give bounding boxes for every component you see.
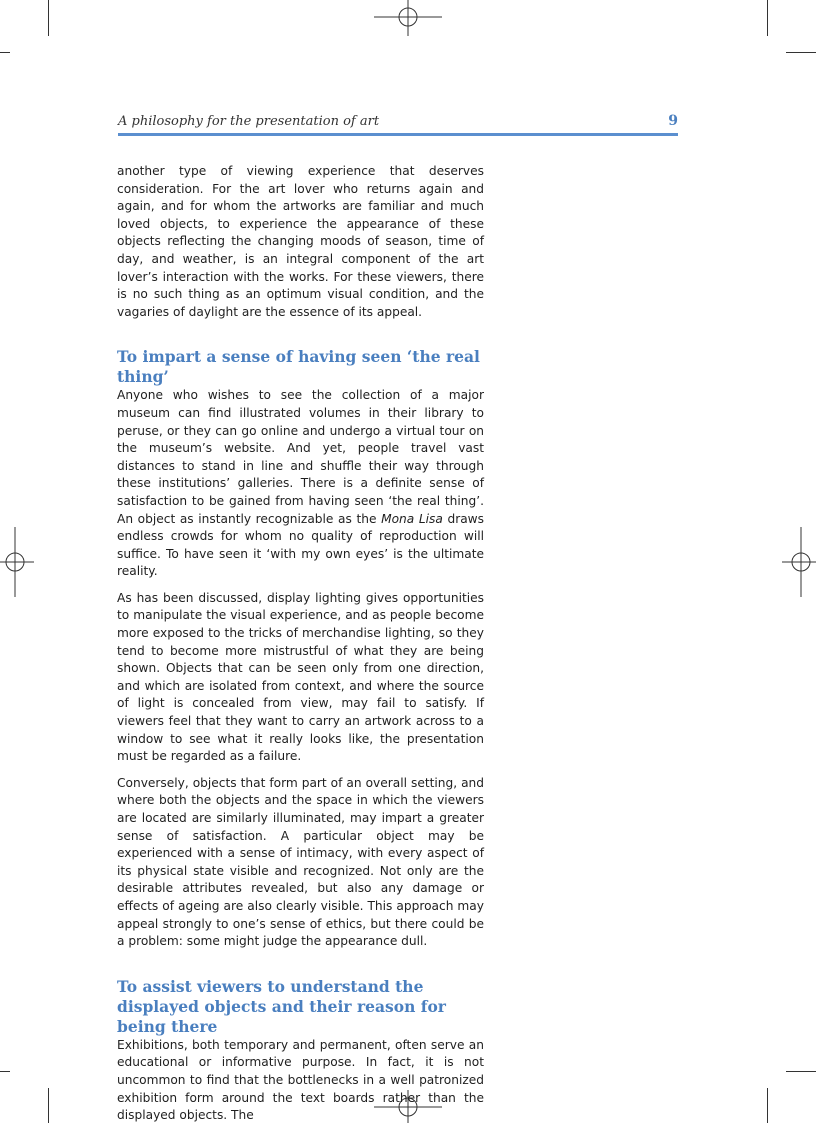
- crop-mark-bottom-right-horizontal: [786, 1071, 816, 1072]
- crop-mark-top-left-vertical: [48, 0, 49, 36]
- crop-mark-bottom-right-vertical: [767, 1088, 768, 1123]
- crop-mark-top-right-vertical: [767, 0, 768, 36]
- crop-mark-top-right-horizontal: [786, 52, 816, 53]
- registration-mark-top-icon: [374, 0, 442, 36]
- body-text: [117, 163, 484, 1125]
- crop-mark-bottom-left-horizontal: [0, 1071, 10, 1072]
- crop-mark-top-left-horizontal: [0, 52, 10, 53]
- section-heading-assist-viewers: To assist viewers to understand the displayed objects and their reason for being there: [117, 976, 446, 1036]
- paragraph-3: As has been discussed, display lighting gives opportunities to manipulate the visual experience, and as people become more exposed to the tricks of merchandise lighting, so they tend to become more mistrustful of what they are being shown. Objects that can be seen only from one direction, and which are isolated from context, and where the source of light is concealed from view, may fail to satisfy. If viewers feel that they want to carry an artwork across to a window to see what it really looks like, the presentation must be regarded as a failure.: [117, 590, 484, 764]
- paragraph-2-text-b: draws endless crowds for whom no quality of reproduction will suffice. To have seen it ‘with my own eyes’ is the ultimate reality.: [117, 511, 484, 579]
- paragraph-5: Exhibitions, both temporary and permanent, often serve an educational or informative purpose. In fact, it is not uncommon to find that the bottlenecks in a well patronized exhibition form around the text boards rather than the displayed objects. The: [117, 1037, 484, 1123]
- registration-mark-left-icon: [0, 527, 34, 597]
- page-number: 9: [668, 113, 678, 129]
- paragraph-4: Conversely, objects that form part of an overall setting, and where both the objects and the space in which the viewers are located are similarly illuminated, may impart a greater sense of satisfaction. A particular object may be experienced with a sense of intimacy, with every aspect of its physical state visible and recognized. Not only are the desirable attributes revealed, but also any damage or effects of ageing are also clearly visible. This approach may appeal strongly to one’s sense of ethics, but there could be a problem: some might judge the appearance dull.: [117, 775, 484, 949]
- paragraph-2-text-a: Anyone who wishes to see the collection of a major museum can find illustrated volumes in their library to peruse, or they can go online and undergo a virtual tour on the museum’s website. And yet, people travel vast distances to stand in line and shuffle their way through these institutions’ galleries. There is a definite sense of satisfaction to be gained from having seen ‘the real thing’. An object as instantly recognizable as the: [117, 388, 484, 526]
- paragraph-1: another type of viewing experience that deserves consideration. For the art lover who returns again and again, and for whom the artworks are familiar and much loved objects, to experience the appearance of these objects reflecting the changing moods of season, time of day, and weather, is an integral component of the art lover’s interaction with the works. For these viewers, there is no such thing as an optimum visual condition, and the vagaries of daylight are the essence of its appeal.: [117, 164, 484, 319]
- artwork-title: Mona Lisa: [381, 511, 443, 526]
- crop-mark-bottom-left-vertical: [48, 1088, 49, 1123]
- header-rule: [118, 133, 678, 136]
- paragraph-2: [117, 387, 484, 581]
- registration-mark-right-icon: [782, 527, 816, 597]
- running-head-title: A philosophy for the presentation of art: [118, 114, 380, 129]
- section-heading-real-thing: To impart a sense of having seen ‘the real thing’: [117, 347, 480, 387]
- running-head: [118, 114, 678, 134]
